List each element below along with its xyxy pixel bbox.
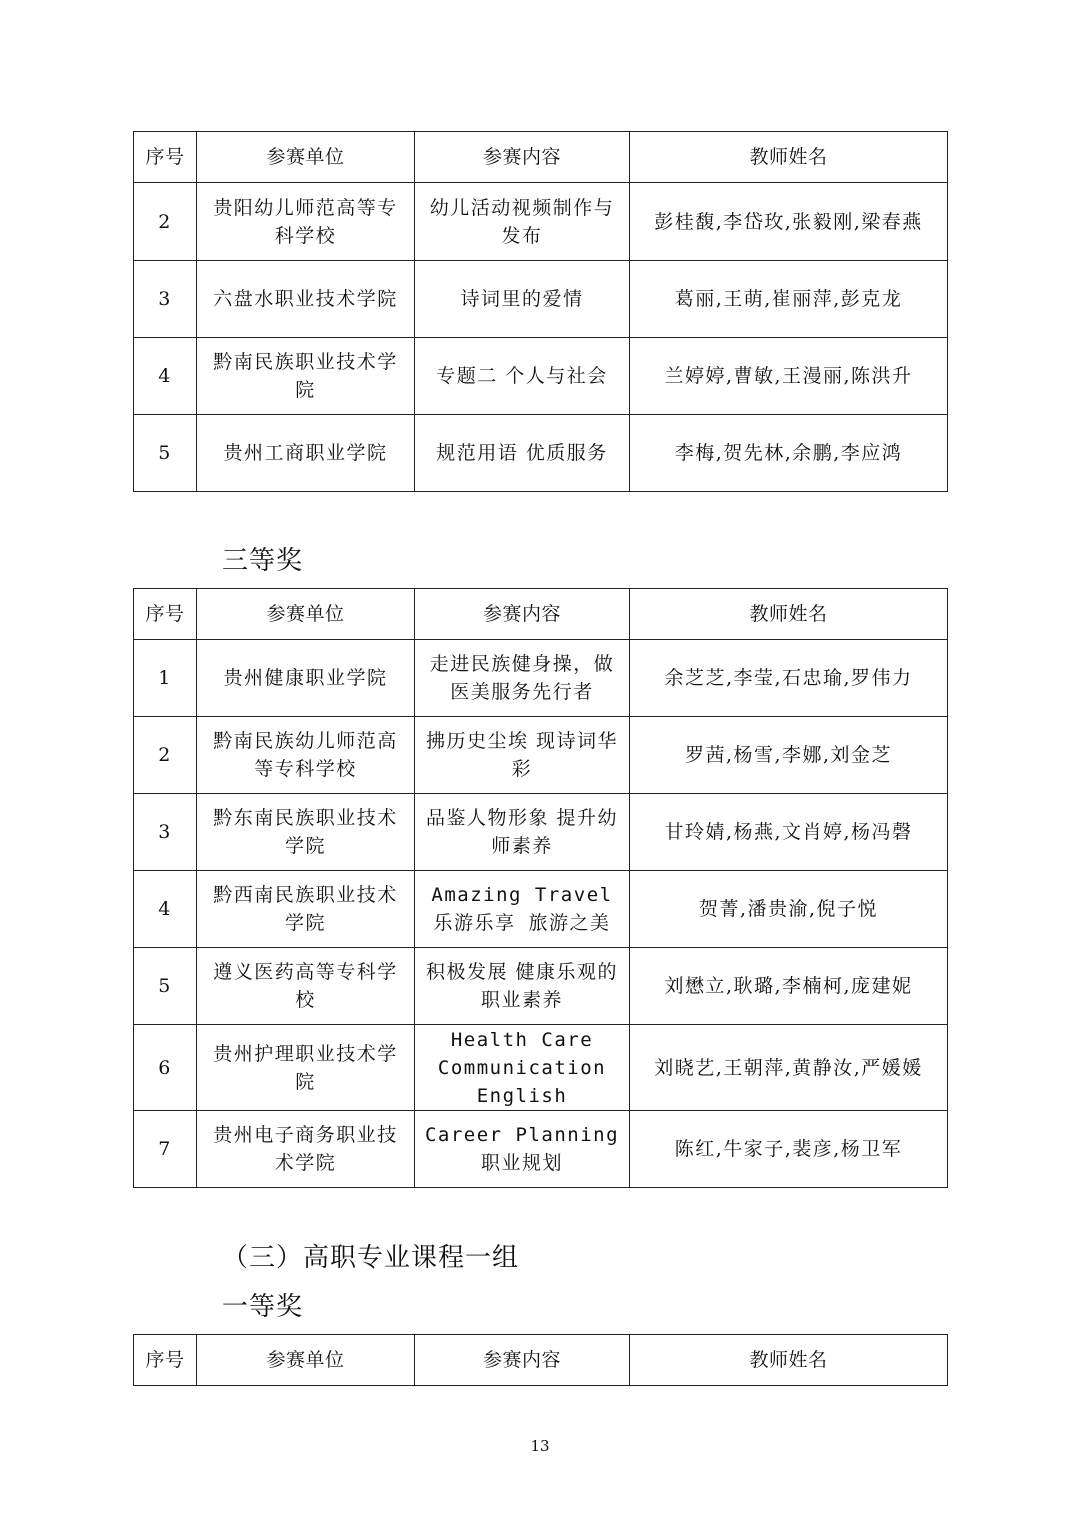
cell-unit: 黔南民族职业技术学院: [197, 338, 415, 415]
cell-content: 品鉴人物形象 提升幼师素养: [415, 794, 630, 871]
page-number: 13: [530, 1437, 550, 1455]
header-content: 参赛内容: [415, 1335, 630, 1386]
header-unit: 参赛单位: [197, 1335, 415, 1386]
heading-first-prize: 一等奖: [222, 1292, 304, 1322]
heading-section-vocational-group-1: （三）高职专业课程一组: [222, 1243, 520, 1273]
cell-no: 5: [134, 415, 197, 492]
cell-content: Amazing Travel 乐游乐享 旅游之美: [415, 871, 630, 948]
cell-unit: 黔南民族幼儿师范高等专科学校: [197, 717, 415, 794]
cell-teachers: 彭桂馥,李岱玫,张毅刚,梁春燕: [630, 183, 948, 261]
header-teachers: 教师姓名: [630, 589, 948, 640]
cell-no: 6: [134, 1025, 197, 1111]
header-content: 参赛内容: [415, 132, 630, 183]
cell-content: Health Care Communication English: [415, 1025, 630, 1111]
cell-no: 3: [134, 794, 197, 871]
cell-unit: 六盘水职业技术学院: [197, 261, 415, 338]
cell-content: Career Planning 职业规划: [415, 1111, 630, 1188]
header-no: 序号: [134, 589, 197, 640]
cell-no: 2: [134, 183, 197, 261]
table-row: [134, 717, 948, 794]
heading-third-prize: 三等奖: [222, 546, 304, 576]
header-content: 参赛内容: [415, 589, 630, 640]
cell-teachers: 刘晓艺,王朝萍,黄静汝,严媛媛: [630, 1025, 948, 1111]
cell-content: 诗词里的爱情: [415, 261, 630, 338]
cell-unit: 贵州护理职业技术学院: [197, 1025, 415, 1111]
table-header-row: [134, 1335, 948, 1386]
table-row: [134, 415, 948, 492]
award-table-second-prize-continued: [133, 131, 948, 492]
cell-no: 7: [134, 1111, 197, 1188]
cell-unit: 贵州健康职业学院: [197, 640, 415, 717]
cell-no: 1: [134, 640, 197, 717]
cell-unit: 贵阳幼儿师范高等专科学校: [197, 183, 415, 261]
cell-teachers: 余芝芝,李莹,石忠瑜,罗伟力: [630, 640, 948, 717]
cell-teachers: 贺菁,潘贵渝,倪子悦: [630, 871, 948, 948]
table-header-row: [134, 589, 948, 640]
cell-content: 专题二 个人与社会: [415, 338, 630, 415]
cell-unit: 黔西南民族职业技术学院: [197, 871, 415, 948]
cell-unit: 贵州电子商务职业技术学院: [197, 1111, 415, 1188]
cell-no: 4: [134, 871, 197, 948]
table-row: [134, 640, 948, 717]
cell-teachers: 李梅,贺先林,余鹏,李应鸿: [630, 415, 948, 492]
cell-unit: 黔东南民族职业技术学院: [197, 794, 415, 871]
table-row: [134, 1025, 948, 1111]
cell-unit: 贵州工商职业学院: [197, 415, 415, 492]
award-table-third-prize: [133, 588, 948, 1188]
table-row: [134, 1111, 948, 1188]
table-row: [134, 794, 948, 871]
cell-content: 规范用语 优质服务: [415, 415, 630, 492]
header-no: 序号: [134, 132, 197, 183]
cell-no: 3: [134, 261, 197, 338]
header-no: 序号: [134, 1335, 197, 1386]
cell-unit: 遵义医药高等专科学校: [197, 948, 415, 1025]
cell-teachers: 葛丽,王萌,崔丽萍,彭克龙: [630, 261, 948, 338]
cell-teachers: 甘玲婧,杨燕,文肖婷,杨冯磬: [630, 794, 948, 871]
header-unit: 参赛单位: [197, 589, 415, 640]
cell-no: 5: [134, 948, 197, 1025]
cell-content: 积极发展 健康乐观的职业素养: [415, 948, 630, 1025]
table-row: [134, 948, 948, 1025]
table-row: [134, 338, 948, 415]
header-teachers: 教师姓名: [630, 1335, 948, 1386]
award-table-first-prize: [133, 1334, 948, 1386]
header-teachers: 教师姓名: [630, 132, 948, 183]
table-row: [134, 183, 948, 261]
table-row: [134, 871, 948, 948]
header-unit: 参赛单位: [197, 132, 415, 183]
cell-content: 走进民族健身操，做医美服务先行者: [415, 640, 630, 717]
table-row: [134, 261, 948, 338]
cell-teachers: 罗茜,杨雪,李娜,刘金芝: [630, 717, 948, 794]
cell-teachers: 陈红,牛家子,裴彦,杨卫军: [630, 1111, 948, 1188]
cell-teachers: 刘懋立,耿璐,李楠柯,庞建妮: [630, 948, 948, 1025]
cell-content: 幼儿活动视频制作与发布: [415, 183, 630, 261]
cell-no: 4: [134, 338, 197, 415]
cell-no: 2: [134, 717, 197, 794]
cell-content: 拂历史尘埃 现诗词华彩: [415, 717, 630, 794]
cell-teachers: 兰婷婷,曹敏,王漫丽,陈洪升: [630, 338, 948, 415]
table-header-row: [134, 132, 948, 183]
